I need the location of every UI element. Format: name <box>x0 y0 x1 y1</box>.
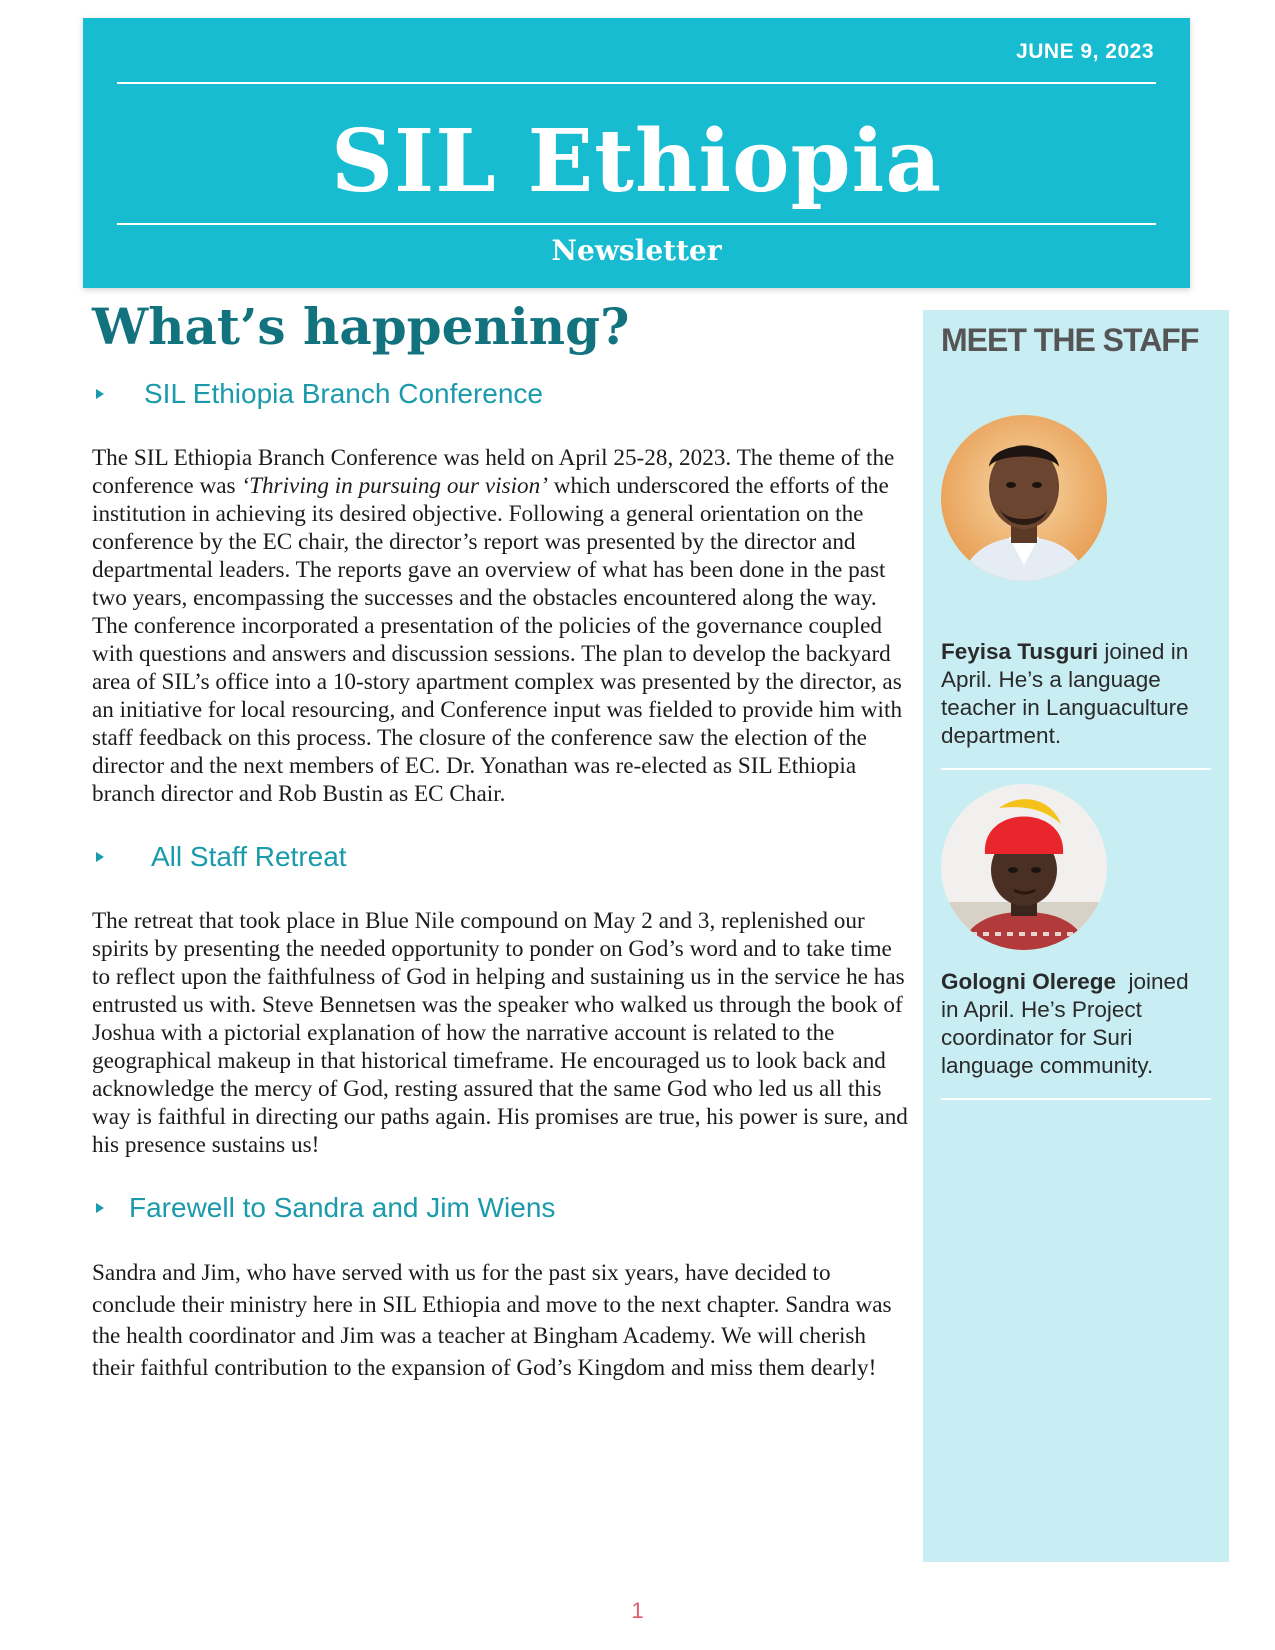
staff-photo-gologni <box>941 784 1107 950</box>
staff-description: joined in April. He’s Project coordinator for Suri language community. <box>941 969 1195 1078</box>
masthead-rule-bottom <box>117 223 1156 225</box>
staff-photo-feyisa <box>941 415 1107 581</box>
main-column <box>92 295 912 1384</box>
section-title-retreat <box>92 840 912 874</box>
section-title-label: Farewell to Sandra and Jim Wiens <box>129 1192 556 1223</box>
bullet-arrow-icon <box>96 852 104 862</box>
staff-bio-feyisa <box>941 638 1211 750</box>
sidebar-title: MEET THE STAFF <box>941 322 1199 358</box>
staff-divider <box>941 1098 1211 1100</box>
section-title-farewell <box>92 1191 912 1225</box>
section-title-conference <box>92 377 912 411</box>
staff-bio-gologni <box>941 968 1211 1080</box>
page-heading: What’s happening? <box>92 297 630 356</box>
conference-text-end: which underscored the efforts of the institution in achieving its desired objective. Following a general orientation on the conference by the EC chair, the director’s report was presented by the director and departmental leaders. The reports gave an overview of what has been done in the past two years, encompassing the successes and the obstacles encountered along the way. The conference incorporated a presentation of the policies of the governance coupled with questions and answers and discussion sessions. The plan to develop the backyard area of SIL’s office into a 10-story apartment complex was presented by the director, as an initiative for local resourcing, and Conference input was fielded to provide him with staff feedback on this process. The closure of the conference saw the election of the director and the next members of EC. Dr. Yonathan was re-elected as SIL Ethiopia branch director and Rob Bustin as EC Chair. <box>92 473 903 807</box>
masthead-banner <box>83 18 1190 288</box>
issue-date: JUNE 9, 2023 <box>1016 40 1154 63</box>
staff-name: Gologni Olerege <box>941 969 1117 994</box>
meet-the-staff-sidebar <box>923 310 1229 1562</box>
masthead-rule-top <box>117 82 1156 84</box>
staff-name: Feyisa Tusguri <box>941 639 1099 664</box>
staff-description: joined in April. He’s a language teacher in Languaculture department. <box>941 639 1189 748</box>
bullet-arrow-icon <box>96 389 104 399</box>
section-title-label: All Staff Retreat <box>151 841 347 872</box>
staff-divider <box>941 768 1211 770</box>
newsletter-subtitle: Newsletter <box>551 234 722 267</box>
farewell-paragraph: Sandra and Jim, who have served with us for the past six years, have decided to conclude their ministry here in SIL Ethiopia and move to the next chapter. Sandra was the health coordinator and Jim was a teacher at Bingham Academy. We will cherish their faithful contribution to the expansion of God’s Kingdom and miss them dearly! <box>92 1260 892 1381</box>
newsletter-title: SIL Ethiopia <box>330 111 943 212</box>
retreat-paragraph: The retreat that took place in Blue Nile compound on May 2 and 3, replenished our spirits by presenting the needed opportunity to ponder on God’s word and to take time to reflect upon the faithfulness of God in helping and sustaining us in the service he has entrusted us with. Steve Bennetsen was the speaker who walked us through the book of Joshua with a pictorial explanation of how the narrative account is related to the geographical makeup in that historical timeframe. He encouraged us to look back and acknowledge the mercy of God, resting assured that the same God who led us all this way is faithful in directing our paths again. His promises are true, his power is sure, and his presence sustains us! <box>92 908 908 1158</box>
conference-paragraph <box>92 444 912 808</box>
conference-text-start: The SIL Ethiopia Branch Conference was held on April 25-28, 2023. The theme of the conference was <box>92 445 895 499</box>
conference-theme: ‘Thriving in pursuing our vision’ <box>241 473 548 499</box>
bullet-arrow-icon <box>96 1203 104 1213</box>
section-title-label: SIL Ethiopia Branch Conference <box>144 378 543 409</box>
page-number: 1 <box>631 1598 644 1623</box>
